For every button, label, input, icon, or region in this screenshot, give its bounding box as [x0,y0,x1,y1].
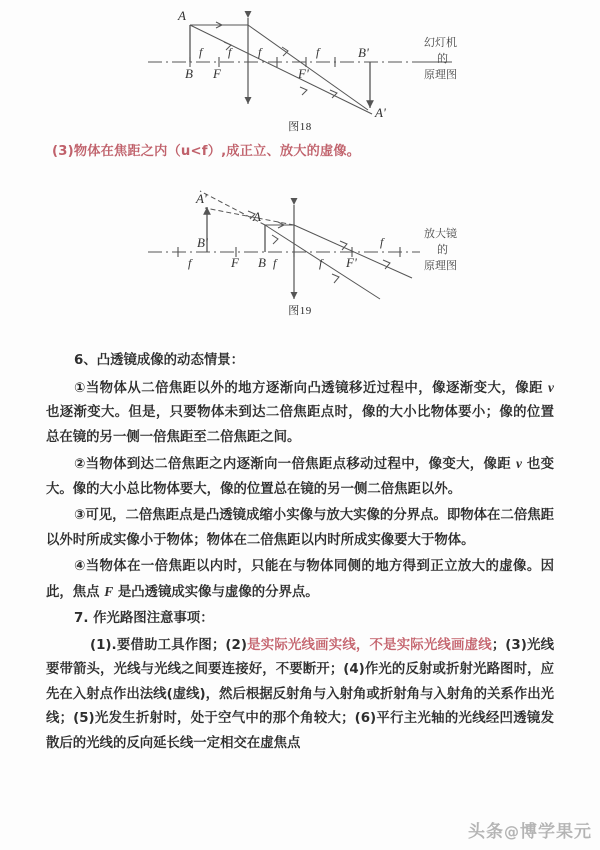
label-f-1: f [199,45,203,59]
label-f-2: f [228,45,232,59]
label-image-base: B' [358,45,369,60]
figure-18-diagram [0,0,600,118]
item-1-marker: ① [74,380,86,396]
section-6-item-1 [46,376,554,451]
label-object-base: B [185,66,193,81]
section-6-item-3 [46,504,554,553]
body-content [0,349,600,756]
figure-19 [0,177,600,327]
item-2-symbol: v [515,456,522,471]
label-f-1: f [188,256,192,270]
item-4-symbol: F [104,583,114,599]
item-2-text-before: 当物体到达二倍焦距之内逐渐向一倍焦距点移动过程中，像变大，像距 [85,457,516,472]
figure-19-caption: 图19 [288,305,312,317]
red-statement: (3)物体在焦距之内（u<f）,成正立、放大的虚像。 [52,144,361,159]
figure-18-side-label-line-1: 幻灯机 [424,36,457,49]
section-6-item-4 [46,555,554,605]
section-7-red-clause: 是实际光线画实线，不是实际光线画虚线 [246,637,492,653]
watermark-platform: 头条 [468,822,504,842]
label-image-top: A' [375,105,386,118]
label-focus-left: F [231,255,239,270]
figure-18-caption: 图18 [288,121,312,133]
label-focus-left: F [213,66,221,81]
label-object-top: A [178,8,186,23]
watermark-account: 博学果元 [520,822,592,842]
section-6-item-2 [46,452,554,502]
item-2-marker: ② [74,457,86,472]
item-2-text-after: 也变大。像的大小总比物体要大，像的位置总在镜的另一侧二倍焦距以外。 [46,457,554,497]
ray-direction-markers [248,211,390,283]
label-f-3: f [258,45,262,59]
section-7-body [46,634,554,757]
label-f-2: f [273,256,277,270]
label-f-4: f [316,45,320,59]
item-4-text-after: 是凸透镜成实像与虚像的分界点。 [113,584,319,600]
label-f-3: f [319,256,323,270]
label-object-top: A [253,209,261,224]
item-3-text-before: 可见，二倍焦距点是凸透镜成缩小实像与放大实像的分界点。即物体在二倍焦距以外时所成实像小于物体；物体在二倍焦距以内时所成实像要大于物体。 [46,508,555,548]
figure-19-side-label-line-2: 的 [437,243,448,256]
label-image-top: A' [196,191,207,206]
figure-19-side-label-line-1: 放大镜 [424,227,457,240]
watermark [468,817,592,842]
item-1-symbol: v [548,379,554,395]
section-7-rest: ；(3)光线要带箭头，光线与光线之间要连接好，不要断开；(4)作光的反射或折射光路图时，应先在入射点作出法线(虚线)，然后根据反射角与入射角或折射角与入射角的关系作出光线；(5)光发生折射时，处于空气中的那个角较大；(6)平行主光轴的光线经凹透镜发散后的光线的反向延长线一定相交在虚焦点 [46,637,555,751]
figure-18-side-label-line-2: 的 [437,52,448,65]
label-focus-right: F' [298,66,309,81]
label-focus-right: F' [346,255,357,270]
figure-19-side-label-line-3: 原理图 [424,259,457,272]
section-7-heading: 7. 作光路图注意事项： [74,611,214,626]
figure-19-diagram [0,177,600,302]
figure-18 [0,0,600,140]
label-f-4: f [380,235,384,249]
section-7-prefix: (1).要借助工具作图；(2) [90,637,247,653]
label-object-base: B [258,255,266,270]
label-image-base: B' [197,235,208,250]
item-4-marker: ④ [74,559,86,574]
ray-through-centre [265,225,380,299]
item-1-text-before: 当物体从二倍焦距以外的地方逐渐向凸透镜移近过程中，像逐渐变大，像距 [85,380,549,396]
section-6-heading: 6、凸透镜成像的动态情景： [74,353,245,368]
item-3-marker: ③ [74,508,86,523]
item-4-text-before: 当物体在一倍焦距以内时，只能在与物体同侧的地方得到正立放大的虚像。因此，焦点 [46,559,554,600]
item-1-text-after: 也逐渐变大。但是，只要物体未到达二倍焦距点时，像的大小比物体要小；像的位置总在镜的另一侧一倍焦距至二倍焦距之间。 [46,405,554,445]
watermark-at-icon: @ [504,823,520,841]
figure-18-side-label-line-3: 原理图 [424,68,457,81]
